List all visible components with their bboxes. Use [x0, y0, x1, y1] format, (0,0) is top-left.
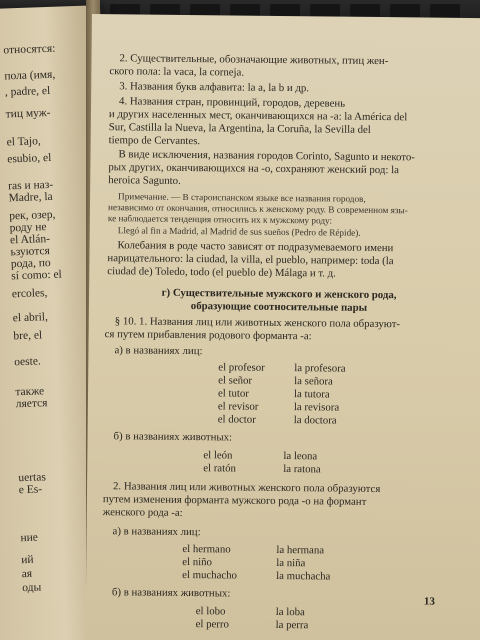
left-line: пола (имя, [4, 68, 56, 83]
label-persons: а) в названиях лиц: [114, 344, 203, 358]
section-heading: образующие соотносительные пары [190, 300, 368, 314]
masc-word: el niño [182, 555, 213, 569]
masc-word: el ratón [203, 462, 236, 475]
left-line: относятся: [3, 42, 56, 57]
exception-line: В виде исключения, названия городов Corinto, Sagunto и некото- [118, 148, 415, 164]
left-line: el abril, [12, 311, 49, 325]
exception-line: heroica Sagunto. [108, 174, 181, 187]
fem-word: la niña [276, 556, 306, 570]
fluctuation-line: Колебания в роде часто зависят от подразумеваемого имени [117, 239, 394, 255]
label-animals: б) в названиях животных: [113, 430, 233, 444]
item3-line: 3. Названия букв алфавита: la a, la b и др. [119, 80, 310, 95]
masc-word: el perro [195, 618, 229, 631]
para2-line: путем изменения форманта мужского рода -о на формант [102, 493, 367, 508]
masc-word: el doctor [217, 413, 256, 426]
item4-line: Sur, Castilla la Nueva, la Argentina, la Coruña, la Sevilla del [108, 121, 371, 136]
left-line: sí como: el [11, 268, 62, 283]
left-line: также [15, 385, 45, 399]
fluctuation-line: нарицательного: la ciudad, la villa, el pueblo, например: toda (la [107, 252, 394, 268]
left-line: ние [20, 531, 39, 545]
fem-word: la hermana [276, 543, 325, 557]
masc-word: el revisor [217, 400, 259, 413]
left-line: ляется [15, 397, 48, 411]
note-line: независимо от окончания, относились к женскому роду. В современном язы- [107, 202, 408, 216]
left-line: тиц муж- [5, 106, 51, 121]
left-line: bre, el [13, 329, 43, 343]
left-line: рек, озер, [9, 208, 56, 223]
label-animals: б) в названиях животных: [111, 586, 231, 600]
item4-line: tiempo de Cervantes. [108, 134, 201, 148]
left-line: , padre, el [4, 84, 51, 99]
left-line: oeste. [14, 355, 42, 369]
masc-word: el lobo [195, 605, 226, 618]
left-line: рода, по [10, 256, 51, 271]
fem-word: la loba [275, 605, 305, 619]
left-line: ercoles, [11, 287, 48, 301]
left-line: оды [22, 581, 42, 595]
left-line: el Atlán- [9, 233, 51, 247]
left-line: ras и наз- [7, 178, 54, 193]
left-line: ьзуются [10, 245, 50, 259]
masc-word: el tutor [217, 387, 249, 400]
fem-word: la muchacha [276, 569, 331, 583]
left-line: Madre, la [8, 190, 53, 205]
exception-line: рых других, оканчивающихся на -о, сохраняют женский род: la [108, 161, 399, 177]
left-line: esubio, el [7, 151, 52, 166]
masc-word: el señor [218, 374, 253, 387]
para10-line: ся путем прибавления родового форманта -а: [104, 328, 312, 343]
fem-word: la tutora [293, 388, 330, 401]
masc-word: el muchacho [182, 568, 238, 582]
left-line: el Tajo, [6, 135, 41, 149]
page-number: 13 [423, 595, 435, 608]
masc-word: el hermano [182, 542, 231, 556]
fluctuation-line: ciudad de) Toledo, todo (el pueblo de) Málaga и т. д. [107, 265, 336, 280]
fem-word: la profesora [294, 362, 346, 375]
para10-line: § 10. 1. Названия лиц или животных женского пола образуют- [114, 315, 401, 331]
para2-line: женского рода -а: [102, 506, 183, 519]
fem-word: la leona [283, 450, 318, 463]
left-line: роду не [9, 221, 47, 235]
item4-line: 4. Названия стран, провинций, городов, деревень [119, 95, 346, 110]
label-persons: а) в названиях лиц: [112, 525, 201, 539]
item2-line: ского пола: la vaca, la corneja. [109, 65, 245, 79]
fem-word: la revisora [293, 401, 340, 414]
section-heading: г) Существительные мужского и женского рода, [161, 286, 397, 302]
fem-word: la ratona [283, 463, 321, 476]
left-line: ая [21, 567, 33, 581]
fem-word: la doctora [293, 414, 337, 427]
para2-line: 2. Названия лиц или животных женского пола образуются [112, 480, 381, 496]
left-line: uertas [18, 471, 47, 485]
item2-line: 2. Существительные, обозначающие животных, птиц жен- [119, 52, 389, 68]
fem-word: la señora [294, 375, 333, 388]
left-line: ий [21, 553, 34, 567]
item4-line: и других населенных мест, оканчивающихся на -а: la América del [108, 108, 408, 124]
note-line: ке наблюдается тенденция относить их к мужскому роду: [107, 213, 333, 226]
fem-word: la perra [275, 618, 309, 632]
masc-word: el profesor [218, 361, 265, 374]
right-page [85, 14, 480, 640]
left-line: e Es- [18, 483, 43, 497]
note-line: Примечание. — В староиспанском языке все названия городов, [118, 191, 366, 204]
note-line: Llegó al fin a Madrid, al Madrid de sus sueños (Pedro de Répide). [117, 225, 361, 238]
masc-word: el león [203, 449, 233, 462]
